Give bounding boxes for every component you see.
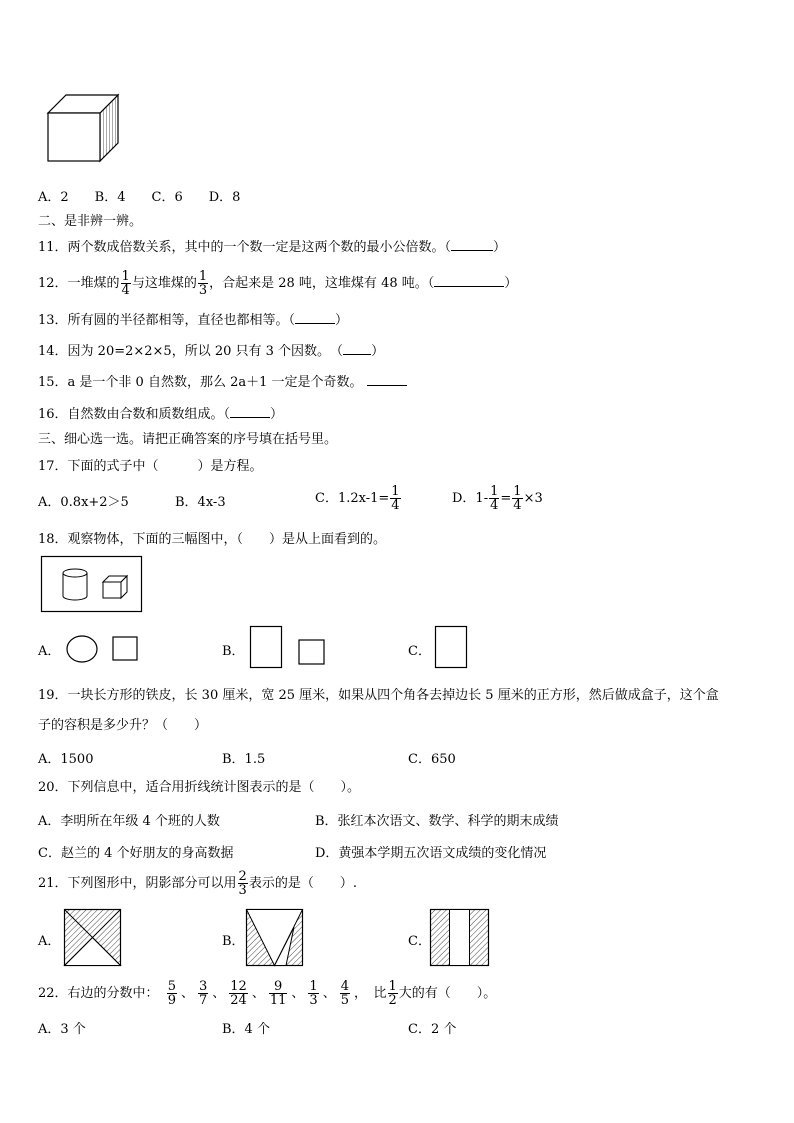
q22-separator: 、 <box>180 986 194 1001</box>
q21-option-b-figure <box>246 909 304 967</box>
q21-option-a-figure <box>64 909 122 967</box>
section3-title: 三、细心选一选。请把正确答案的序号填在括号里。 <box>38 432 338 447</box>
q18-stem: 18．观察物体，下面的三幅图中，（ ）是从上面看到的。 <box>38 532 387 547</box>
q21-option-c-label[interactable]: C． <box>408 934 431 949</box>
q19-line1: 19．一块长方形的铁皮，长 30 厘米，宽 25 厘米，如果从四个角各去掉边长 5 厘米的正方形，然后做成盒子，这个盒 <box>38 688 719 703</box>
q22-separator: 、 <box>291 986 305 1001</box>
q18-option-a-label[interactable]: A． <box>38 644 61 659</box>
q22-option-b[interactable]: B．4 个 <box>222 1022 270 1037</box>
q11: 11．两个数成倍数关系，其中的一个数一定是这两个数的最小公倍数。（ ） <box>38 240 507 255</box>
q13: 13．所有圆的半径都相等，直径也都相等。（ ） <box>38 313 349 328</box>
q22-fraction: $\frac{1}{3}$ <box>309 979 318 1008</box>
q22-fraction-list <box>163 979 354 1008</box>
q22-separator: 、 <box>322 986 336 1001</box>
q22-fraction: $\frac{3}{7}$ <box>198 979 208 1008</box>
q18-option-c-label[interactable]: C． <box>408 644 431 659</box>
q17-option-b[interactable]: B．4x-3 <box>175 495 226 510</box>
q18-option-b-label[interactable]: B． <box>222 644 245 659</box>
q22-fraction: $\frac{5}{9}$ <box>167 979 176 1008</box>
q20-stem: 20．下列信息中，适合用折线统计图表示的是（ ）。 <box>38 780 361 795</box>
q18-option-b-figure <box>250 626 326 670</box>
q17-option-d[interactable]: D．1- $\frac{1}{4}$ = $\frac{1}{4}$ ×3 <box>452 484 543 513</box>
q10-option-c[interactable]: C．6 <box>151 190 183 205</box>
q20-option-a[interactable]: A．李明所在年级 4 个班的人数 <box>38 814 220 829</box>
q18-option-c-figure <box>435 626 469 670</box>
q10-option-b[interactable]: B．4 <box>94 190 126 205</box>
q22-option-c[interactable]: C．2 个 <box>408 1022 457 1037</box>
q22-fraction: $\frac{12}{24}$ <box>230 979 247 1008</box>
q12: 12．一堆煤的 $\frac{1}{4}$ 与这堆煤的 $\frac{1}{3}$ ，合起来是 28 吨，这堆煤有 48 吨。（ ） <box>38 269 518 298</box>
q16-answer-blank[interactable] <box>230 405 270 418</box>
q19-line2: 子的容积是多少升？（ ） <box>38 718 208 733</box>
cube-figure <box>46 93 122 165</box>
q20-option-d[interactable]: D．黄强本学期五次语文成绩的变化情况 <box>315 846 547 861</box>
q19-option-b[interactable]: B．1.5 <box>222 752 266 767</box>
q20-option-c[interactable]: C．赵兰的 4 个好朋友的身高数据 <box>38 846 234 861</box>
q22-stem: 22．右边的分数中： $\frac{5}{9}$ 、 $\frac{3}{7}$ 、 $\frac{12}{24}$ 、 $\frac{9}{11}$ 、 $\frac{1}{3}$ 、 $\frac{4}{5}$ ， 比 $\frac{1}{2}$ 大的有（ ）。 <box>38 979 497 1008</box>
q10-option-a[interactable]: A．2 <box>38 190 69 205</box>
q17-option-a[interactable]: A．0.8x+2＞5 <box>38 495 129 510</box>
q10-options <box>38 186 240 205</box>
q17-option-c[interactable]: C．1.2x-1= $\frac{1}{4}$ <box>315 484 400 513</box>
q22-separator: 、 <box>251 986 265 1001</box>
q19-option-a[interactable]: A．1500 <box>38 752 94 767</box>
q19-option-c[interactable]: C．650 <box>408 752 456 767</box>
q21-option-a-label[interactable]: A． <box>38 934 61 949</box>
q22-option-a[interactable]: A．3 个 <box>38 1022 86 1037</box>
q21-option-c-figure <box>430 909 490 967</box>
q13-answer-blank[interactable] <box>295 311 335 324</box>
q22-separator: 、 <box>212 986 226 1001</box>
q17-stem: 17．下面的式子中（ ）是方程。 <box>38 459 263 474</box>
q21-option-b-label[interactable]: B． <box>222 934 245 949</box>
q18-objects-figure <box>41 556 143 612</box>
q12-fraction-1: $\frac{1}{4}$ <box>121 269 130 298</box>
q14: 14．因为 20=2×2×5，所以 20 只有 3 个因数。 （ ） <box>38 344 385 359</box>
q20-option-b[interactable]: B．张红本次语文、数学、科学的期末成绩 <box>315 814 559 829</box>
q16: 16．自然数由合数和质数组成。（ ） <box>38 407 284 422</box>
q10-option-d[interactable]: D．8 <box>208 190 241 205</box>
q15: 15．a 是一个非 0 自然数，那么 2a＋1 一定是个奇数。 <box>38 373 407 393</box>
q21-stem: 21．下列图形中，阴影部分可以用 $\frac{2}{3}$ 表示的是（ ）. <box>38 869 357 898</box>
q12-answer-blank[interactable] <box>434 274 504 287</box>
q11-answer-blank[interactable] <box>451 238 493 251</box>
q22-fraction: $\frac{4}{5}$ <box>340 979 349 1008</box>
q14-answer-blank[interactable] <box>343 342 371 355</box>
q21-fraction: $\frac{2}{3}$ <box>238 869 247 898</box>
q12-fraction-2: $\frac{1}{3}$ <box>198 269 208 298</box>
q18-option-a-figure <box>66 634 140 664</box>
q15-answer-blank[interactable] <box>367 373 407 386</box>
section2-title: 二、是非辨一辨。 <box>38 214 143 229</box>
q22-compare-fraction: $\frac{1}{2}$ <box>388 979 397 1008</box>
q22-fraction: $\frac{9}{11}$ <box>269 979 287 1008</box>
